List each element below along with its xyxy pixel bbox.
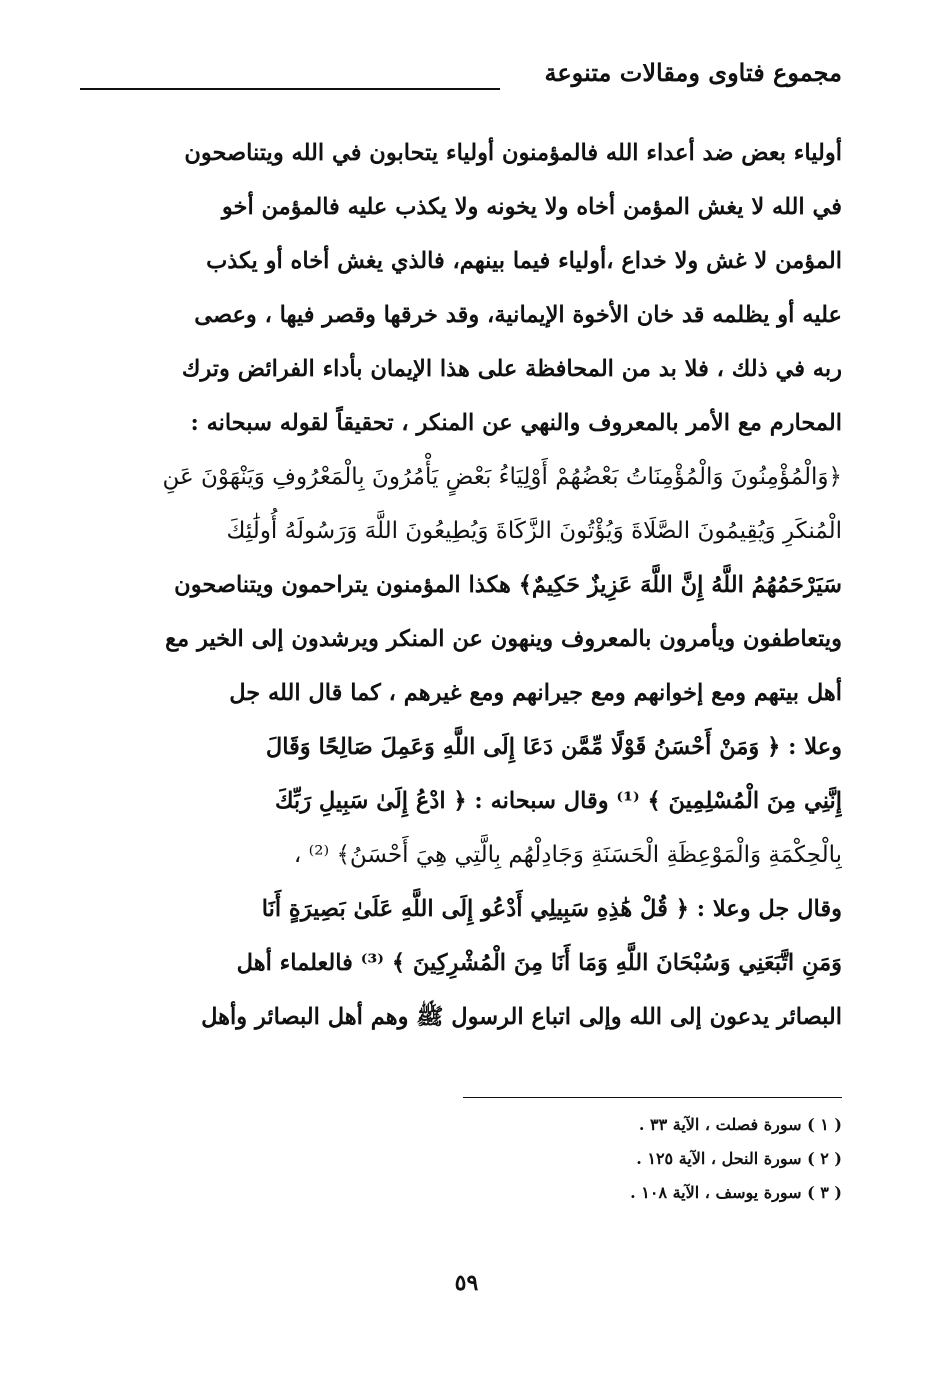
text-line: وعلا : ﴿ وَمَنْ أَحْسَنُ قَوْلًا مِّمَّن دَعَا إِلَى اللَّهِ وَعَمِلَ صَالِحًا وَقَالَ	[265, 734, 842, 760]
body-text	[80, 126, 842, 1044]
footnotes	[342, 1108, 842, 1210]
header-rule	[80, 88, 500, 90]
running-header	[80, 58, 842, 98]
header-title: مجموع فتاوى ومقالات متنوعة	[544, 58, 842, 87]
text-line: وَمَنِ اتَّبَعَنِي وَسُبْحَانَ اللَّهِ وَمَا أَنَا مِنَ الْمُشْرِكِينَ ﴾ ⁽³⁾ فالعلماء أهل	[236, 950, 842, 976]
text-line: إِنَّنِي مِنَ الْمُسْلِمِينَ ﴾ ⁽¹⁾ وقال سبحانه : ﴿ ادْعُ إِلَىٰ سَبِيلِ رَبِّكَ	[274, 788, 842, 814]
footnote-item: ( ٣ ) سورة يوسف ، الآية ١٠٨ .	[630, 1183, 842, 1202]
quran-verse-line: بِالْحِكْمَةِ وَالْمَوْعِظَةِ الْحَسَنَةِ وَجَادِلْهُم بِالَّتِي هِيَ أَحْسَنُ﴾ ⁽²⁾ ،	[293, 842, 842, 868]
text-line: عليه أو يظلمه قد خان الأخوة الإيمانية، وقد خرقها وقصر فيها ، وعصى	[194, 302, 842, 328]
footnote-item: ( ١ ) سورة فصلت ، الآية ٣٣ .	[638, 1115, 842, 1134]
text-line: ويتعاطفون ويأمرون بالمعروف وينهون عن المنكر ويرشدون إلى الخير مع	[165, 626, 842, 652]
text-line: ربه في ذلك ، فلا بد من المحافظة على هذا الإيمان بأداء الفرائض وترك	[181, 356, 842, 382]
footnote-separator	[463, 1097, 842, 1098]
text-line: أولياء بعض ضد أعداء الله فالمؤمنون أولياء يتحابون في الله ويتناصحون	[184, 140, 842, 166]
footnote-item: ( ٢ ) سورة النحل ، الآية ١٢٥ .	[636, 1149, 842, 1168]
quran-verse-line: الْمُنكَرِ وَيُقِيمُونَ الصَّلَاةَ وَيُؤْتُونَ الزَّكَاةَ وَيُطِيعُونَ اللَّهَ وَرَسُولَهُ أُولَٰئِكَ	[226, 518, 842, 544]
text-line: في الله لا يغش المؤمن أخاه ولا يخونه ولا يكذب عليه فالمؤمن أخو	[221, 194, 842, 220]
text-line: المحارم مع الأمر بالمعروف والنهي عن المنكر ، تحقيقاً لقوله سبحانه :	[190, 410, 842, 436]
text-line: أهل بيتهم ومع إخوانهم ومع جيرانهم ومع غيرهم ، كما قال الله جل	[229, 680, 842, 706]
quran-verse-line: ﴿وَالْمُؤْمِنُونَ وَالْمُؤْمِنَاتُ بَعْضُهُمْ أَوْلِيَاءُ بَعْضٍ يَأْمُرُونَ بِالْمَعْرُوفِ وَيَنْهَوْنَ عَنِ	[162, 464, 842, 490]
text-line: المؤمن لا غش ولا خداع ،أولياء فيما بينهم، فالذي يغش أخاه أو يكذب	[206, 248, 842, 274]
text-line: البصائر يدعون إلى الله وإلى اتباع الرسول ﷺ وهم أهل البصائر وأهل	[201, 1004, 842, 1030]
text-line: سَيَرْحَمُهُمُ اللَّهُ إِنَّ اللَّهَ عَزِيزٌ حَكِيمٌ﴾ هكذا المؤمنون يتراحمون ويتناصحون	[174, 572, 842, 598]
text-line: وقال جل وعلا : ﴿ قُلْ هَٰذِهِ سَبِيلِي أَدْعُو إِلَى اللَّهِ عَلَىٰ بَصِيرَةٍ أَنَا	[261, 896, 842, 922]
page-number: ٥٩	[454, 1270, 479, 1296]
